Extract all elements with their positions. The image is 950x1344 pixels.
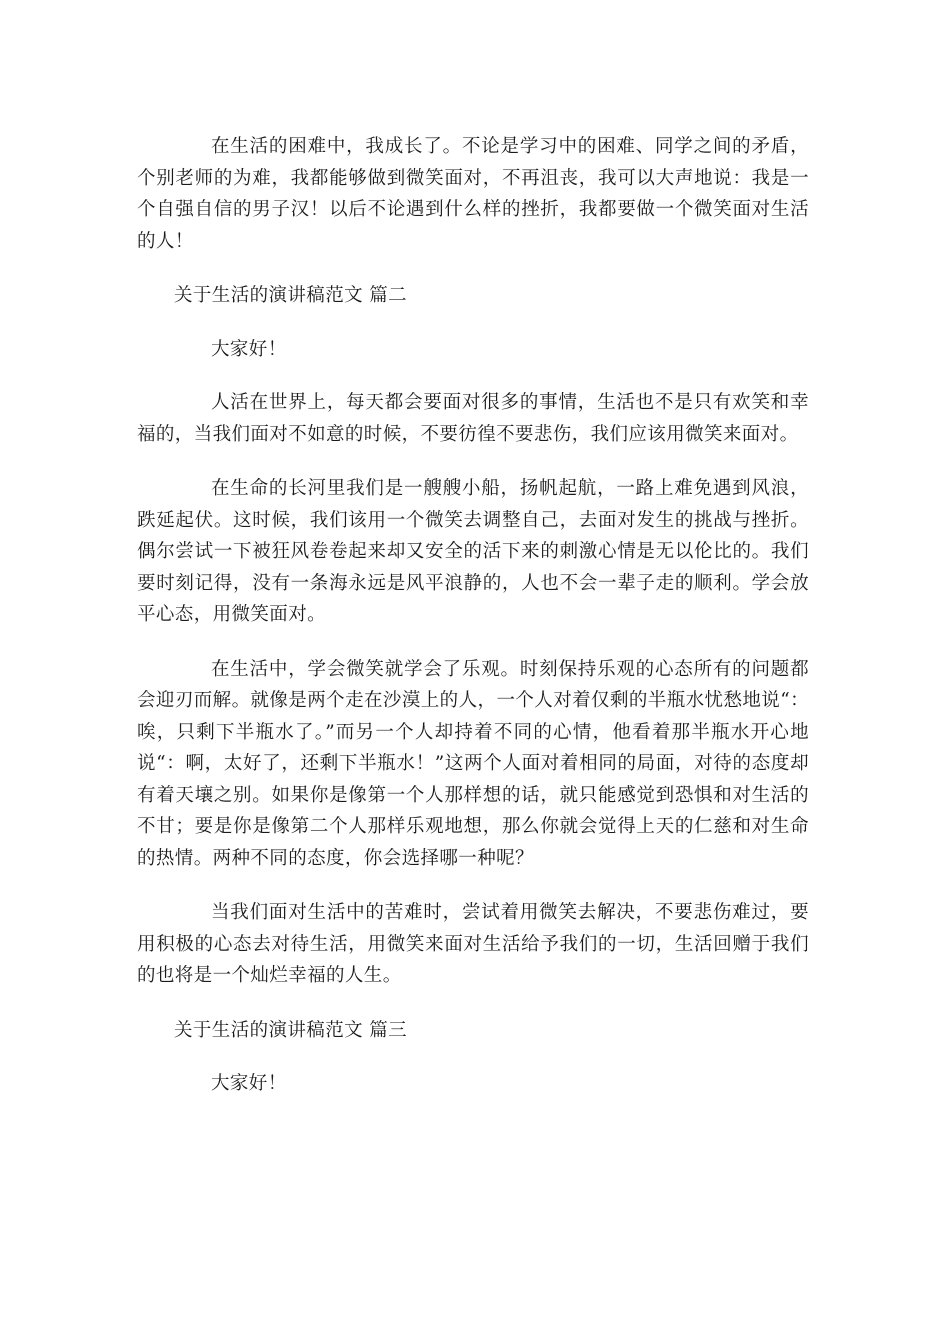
paragraph-face-life: 人活在世界上，每天都会要面对很多的事情，生活也不是只有欢笑和幸福的，当我们面对不如意的时候，不要彷徨不要悲伤，我们应该用微笑来面对。: [137, 392, 809, 445]
section-heading-three: 关于生活的演讲稿范文 篇三: [174, 1019, 408, 1041]
paragraph-river-of-life: 在生命的长河里我们是一艘艘小船，扬帆起航，一路上难免遇到风浪，跌延起伏。这时候，我们该用一个微笑去调整自己，去面对发生的挑战与挫折。偶尔尝试一下被狂风卷卷起来却又安全的活下来的刺激心情是无以伦比的。我们要时刻记得，没有一条海永远是风平浪静的，人也不会一辈子走的顺利。学会放平心态，用微笑面对。: [137, 478, 809, 625]
greeting-three: 大家好！: [211, 1073, 287, 1094]
document-body: [137, 131, 809, 1100]
paragraph-growth: 在生活的困难中，我成长了。不论是学习中的困难、同学之间的矛盾，个别老师的为难，我都能够做到微笑面对，不再沮丧，我可以大声地说：我是一个自强自信的男子汉！以后不论遇到什么样的挫折，我都要做一个微笑面对生活的人！: [137, 136, 809, 252]
paragraph-hardship: 当我们面对生活中的苦难时，尝试着用微笑去解决，不要悲伤难过，要用积极的心态去对待生活，用微笑来面对生活给予我们的一切，生活回赠于我们的也将是一个灿烂幸福的人生。: [137, 902, 809, 986]
paragraph-optimism: 在生活中，学会微笑就学会了乐观。时刻保持乐观的心态所有的问题都会迎刃而解。就像是两个走在沙漠上的人，一个人对着仅剩的半瓶水忧愁地说“：唉，只剩下半瓶水了。”而另一个人却持着不同的心情，他看着那半瓶水开心地说“：啊，太好了，还剩下半瓶水！”这两个人面对着相同的局面，对待的态度却有着天壤之别。如果你是像第一个人那样想的话，就只能感觉到恐惧和对生活的不甘；要是你是像第二个人那样乐观地想，那么你就会觉得上天的仁慈和对生命的热情。两种不同的态度，你会选择哪一种呢？: [137, 658, 809, 869]
section-heading-two: 关于生活的演讲稿范文 篇二: [174, 285, 408, 306]
greeting-two: 大家好！: [211, 338, 287, 360]
